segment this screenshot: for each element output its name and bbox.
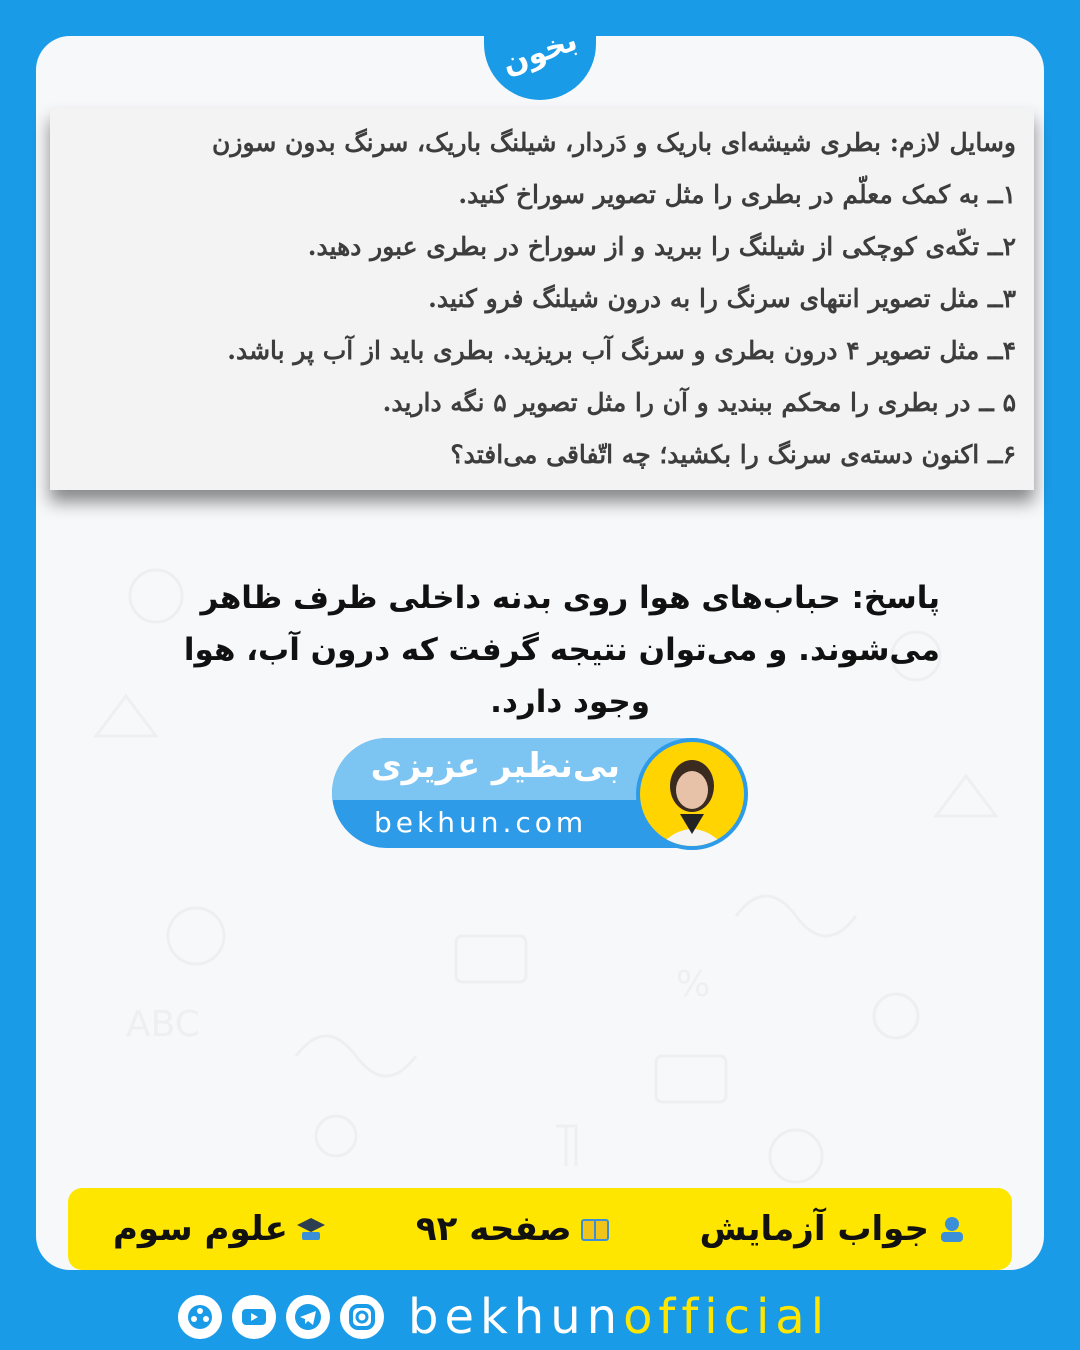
step-3: ۳ــ مثل تصویر انتهای سرنگ را به درون شیلنگ فرو کنید.	[428, 284, 1016, 313]
instagram-link[interactable]	[340, 1295, 384, 1339]
logo-text: بخون	[497, 22, 583, 82]
info-title-label: جواب آزمایش	[699, 1209, 930, 1249]
step-5: ۵ ــ در بطری را محکم ببندید و آن را مثل تصویر ۵ نگه دارید.	[382, 388, 1016, 417]
teacher-icon	[937, 1214, 967, 1244]
answer-text	[140, 572, 940, 728]
brand-handle	[408, 1289, 831, 1345]
svg-text:ABC: ABC	[126, 1004, 200, 1045]
telegram-link[interactable]	[286, 1295, 330, 1339]
author-name: بی‌نظیر عزیزی	[370, 746, 620, 786]
materials-line: وسایل لازم: بطری شیشه‌ای باریک و دَردار، شیلنگ باریک، سرنگ بدون سوزن	[212, 128, 1016, 157]
instagram-icon	[347, 1302, 377, 1332]
step-1: ۱ــ به کمک معلّم در بطری را مثل تصویر سوراخ کنید.	[458, 180, 1016, 209]
info-page-label: صفحه ۹۲	[415, 1209, 572, 1249]
graduation-cap-icon	[296, 1214, 326, 1244]
youtube-icon	[239, 1302, 269, 1332]
info-page	[416, 1209, 610, 1249]
film-reel-icon	[185, 1302, 215, 1332]
step-2: ۲ــ تکّه‌ی کوچکی از شیلنگ را ببرید و از سوراخ در بطری عبور دهید.	[307, 232, 1016, 261]
open-book-icon	[580, 1214, 610, 1244]
film-reel-link[interactable]	[178, 1295, 222, 1339]
info-subject	[113, 1209, 326, 1249]
step-4: ۴ــ مثل تصویر ۴ درون بطری و سرنگ آب بریزید. بطری باید از آب پر باشد.	[227, 336, 1016, 365]
info-title	[700, 1209, 967, 1249]
step-6: ۶ــ اکنون دسته‌ی سرنگ را بکشید؛ چه اتّفاقی می‌افتد؟	[450, 440, 1016, 469]
avatar	[636, 738, 748, 850]
svg-text:%: %	[676, 964, 711, 1005]
telegram-icon	[293, 1302, 323, 1332]
book-excerpt	[50, 108, 1034, 490]
author-website: bekhun.com	[374, 806, 588, 839]
footer-social	[178, 1289, 831, 1345]
info-bar	[68, 1188, 1012, 1270]
answer-line-2: می‌شوند. و می‌توان نتیجه گرفت که درون آب، هوا	[183, 632, 940, 668]
teacher-portrait-icon	[640, 742, 744, 846]
answer-line-1: پاسخ: حباب‌های هوا روی بدنه داخلی ظرف ظاهر	[200, 580, 940, 616]
brand-part2: official	[623, 1289, 831, 1345]
info-subject-label: علوم سوم	[113, 1209, 288, 1249]
brand-part1: bekhun	[408, 1289, 624, 1345]
answer-line-3: وجود دارد.	[490, 684, 650, 720]
youtube-link[interactable]	[232, 1295, 276, 1339]
